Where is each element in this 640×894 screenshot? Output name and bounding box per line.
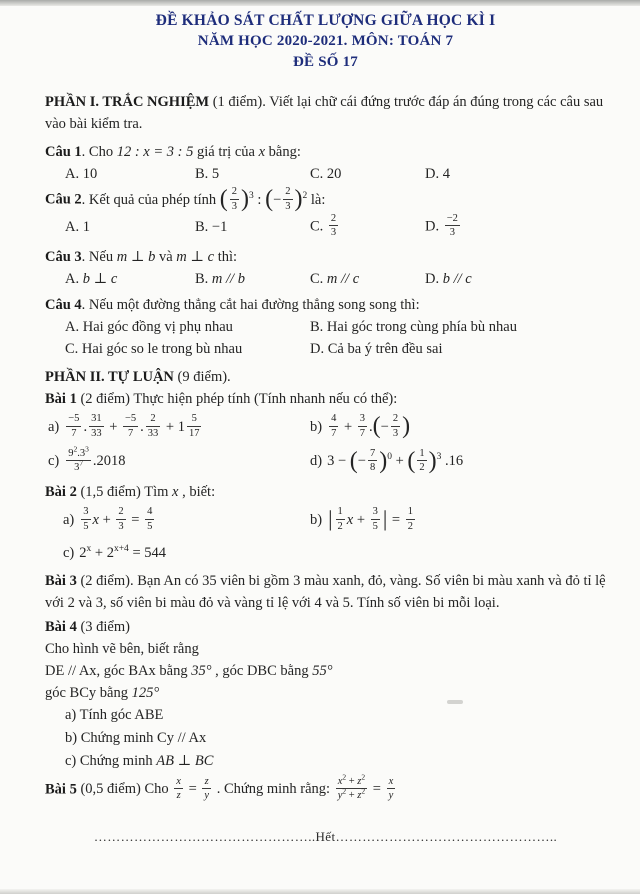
item-a-label: a) [48,418,60,435]
exercise-2-row-2 [63,538,606,568]
math-token [336,772,367,803]
question-1-option-b: B. 5 [195,166,220,182]
math-token: 3 [85,444,89,453]
math-token [391,413,400,440]
math-token: 7 [71,427,77,439]
math-token [66,413,81,440]
math-token: = [127,511,144,528]
math-token: 7 [359,427,366,439]
math-token: y [204,790,210,802]
math-token: x+4 [113,543,129,554]
question-1-option-d: D. 4 [425,166,450,182]
math-token: − [273,191,282,208]
question-4-option-c: C. Hai góc so le trong bù nhau [65,341,243,357]
math-token [329,413,338,440]
exercise-3-text: (2 điểm). Bạn An có 35 viên bi gồm 3 màu xanh, đỏ, vàng. Số viên bi màu xanh và đỏ tỉ lệ với 2 và 3, số viên bi màu đỏ và vàng tỉ lệ với 4 và 5. Tính số viên bi mỗi loại. [45,572,606,611]
math-token: AB ⊥ BC [156,752,214,769]
exercise-4-item-c [65,750,606,773]
math-token: : [253,191,266,208]
math-token: . Nếu [81,249,117,265]
exam-title: ĐỀ KHẢO SÁT CHẤT LƯỢNG GIỮA HỌC KÌ I [155,12,496,29]
math-token: x [92,511,99,528]
math-token: . Kết quả của phép tính [81,191,220,208]
math-token: 7 [369,447,376,459]
math-token: 3 [231,200,238,212]
math-token: .3 [77,447,86,459]
math-token: 2 [337,520,343,532]
math-token: , góc DBC bằng [211,662,313,679]
math-token [445,213,460,240]
math-token: 3 [118,520,124,532]
part1-instructions: (1 điểm). Viết lại chữ cái đứng trước đáp án đúng trong các câu sau vào bài kiểm tra. [45,94,604,132]
math-token: 2 [361,786,366,796]
exercise-1-row-2 [48,445,606,480]
math-token: D. [425,271,443,287]
math-token: 7 [331,427,337,439]
math-token [406,506,415,533]
math-token: 3 − [327,453,350,470]
math-token: − [357,453,366,470]
question-2-text: . Kết quả của phép tính ( $\frac{2}{3}$ )$^3$ : (− $\frac{2}{3}$ )$^2$ là: [81,186,326,213]
math-token [81,506,90,533]
math-token: 5 [372,520,378,532]
math-token: x [346,511,354,528]
math-token: 3 [449,227,455,239]
item-b-expression: $\frac{4}{7}$ + $\frac{3}{7}$ .(− $\frac{2}{3}$ ) [331,413,411,440]
math-token [187,413,202,440]
exercise-4-item-a: a) Tính góc ABE [65,706,164,723]
exercise-1 [45,388,606,410]
math-token: 55° [312,662,333,679]
exercise-3 [45,570,606,614]
math-token: 12 : x = 3 : 5 [116,144,194,160]
math-token: + [340,418,356,435]
math-token: z [357,775,362,787]
question-4-option-b: B. Hai góc trong cùng phía bù nhau [310,319,517,335]
math-token: C. [310,271,327,287]
math-token [123,413,138,440]
math-token: DE // Ax, góc BAx bằng [45,662,192,679]
math-token: 2 [150,413,156,424]
math-token [417,448,426,475]
math-token: D. [425,218,443,235]
item-d-label: d) [310,453,323,470]
math-token: + 1 [162,418,185,435]
math-token: z [357,790,362,802]
exercise-4-line-1: Cho hình vẽ bên, biết rằng [45,640,199,657]
exercise-1-item-a [48,410,310,445]
math-token: 2 [419,462,425,474]
math-token: x [337,775,343,787]
math-token: B. −1 [195,218,228,235]
scan-artifact [447,700,463,704]
math-token: và [155,249,177,265]
math-token [116,506,125,533]
math-token: x [172,484,179,500]
math-token: (1,5 điểm) Tìm [76,484,173,500]
question-3 [45,246,606,268]
math-token: . Cho [81,144,117,160]
math-token: 7 [127,427,134,439]
item-a-expression [79,506,156,532]
math-token: 3 [83,506,89,517]
math-token [336,506,345,533]
end-marker: …………………………………………..Hết………………………………………….. [93,829,558,844]
math-token: z [176,790,181,802]
math-token: 1 [407,506,413,517]
math-token: 9 [68,447,74,459]
exercise-2-item-b [310,503,606,538]
math-token: 2 [118,506,124,517]
math-token: B. [195,271,212,287]
math-token [174,776,183,803]
item-c-label: c) [48,453,60,470]
exercise-2-item-a [63,503,310,538]
exercise-2-item-c [63,538,310,568]
math-token: m ⊥ c [176,249,215,265]
math-token: 33 [91,427,102,439]
question-1-text [82,144,301,160]
question-3-options [65,268,606,290]
math-token: 2 [342,772,347,781]
item-c-expression [79,545,166,561]
item-a-label: a) [63,511,75,528]
math-token: (0,5 điểm) Cho [76,781,173,798]
exercise-4-line-2 [45,660,606,682]
question-2-option-c [310,214,425,241]
math-token: + [346,790,358,802]
item-d-expression: 3 − (− $\frac{7}{8}$ )$^0$ + ( $\frac{1}{2}$ )$^3$ .16 [327,447,464,474]
exercise-5-label: Bài 5 [45,781,77,798]
math-token [358,413,367,440]
part1-title: PHẦN I. TRẮC NGHIỆM [45,94,210,110]
math-token: m // c [326,271,360,287]
part2-heading [45,366,606,388]
math-token: 3 [74,462,80,474]
question-1-option-a: A. 10 [65,166,98,182]
question-3-option-d [425,268,606,290]
math-token [368,448,377,475]
math-token: x [388,775,394,787]
math-token: = 544 [128,544,166,561]
question-4-options [65,316,606,360]
scan-edge-bottom [0,889,640,894]
math-token: 4 [331,413,337,424]
question-2-options [65,214,606,241]
exercise-1-row-1 [48,410,606,445]
math-token: + [353,511,369,528]
exam-subtitle: NĂM HỌC 2020-2021. MÔN: TOÁN 7 [197,33,454,49]
math-token: 31 [91,413,102,424]
part2-title: PHẦN II. TỰ LUẬN [45,369,174,385]
exercise-2-label: Bài 2 [45,484,77,500]
item-c-label: c) [63,544,75,561]
math-token: 8 [369,462,376,474]
question-1 [45,141,606,163]
exercise-1-item-b [310,410,606,445]
exam-number: ĐỀ SỐ 17 [293,54,358,70]
question-1-options [65,163,606,185]
math-token: 2 [285,186,291,197]
math-token: x [258,144,266,160]
math-token [89,413,104,440]
math-token: , biết: [178,484,216,500]
math-token: + [346,775,358,787]
exercise-5 [45,772,606,804]
math-token: x [86,543,92,554]
math-token [329,213,338,240]
math-token: 3 [392,427,399,439]
math-token: 2 [79,544,87,561]
math-token: 3 [330,227,337,239]
math-token: 1 [419,447,425,459]
question-2-option-a [65,216,195,238]
math-token: 2 [342,786,347,796]
question-2 [45,187,606,214]
math-token: − [380,418,389,435]
math-token: 125° [131,684,160,701]
math-token: = [388,511,404,528]
math-token [387,776,396,803]
question-3-option-b [195,268,310,290]
math-token: . [140,418,144,435]
exercise-2-text [77,484,215,500]
math-token: c) Chứng minh [65,752,157,769]
question-4-label: Câu 4 [45,297,82,313]
exam-header [45,10,606,73]
math-token: + 2 [91,544,114,561]
math-token [145,506,154,533]
math-token: 2 [330,212,337,224]
exercise-4-item-b: b) Chứng minh Cy // Ax [65,729,207,746]
math-token: + [98,511,115,528]
question-4-option-a: A. Hai góc đồng vị phụ nhau [65,319,233,335]
math-token: thì: [214,249,238,265]
math-token: .2018 [92,453,126,470]
math-token: bằng: [265,144,301,160]
math-token: 3 [436,452,442,463]
math-token: −5 [68,413,80,424]
exercise-1-label: Bài 1 [45,391,77,407]
math-token: góc BCy bằng [45,684,132,701]
math-token: . [83,418,88,435]
math-token: 0 [387,452,392,463]
math-token: 3 [249,190,254,201]
item-b-label: b) [310,511,323,528]
item-b-expression: | $\frac{1}{2}$ x + $\frac{3}{5}$ | = $\frac{1}{2}$ [328,506,413,532]
math-token: x [176,775,181,787]
math-token: 2 [231,186,238,197]
math-token: y [337,790,343,802]
math-token: là: [307,191,326,208]
question-2-label: Câu 2 [45,191,82,208]
exercise-1-item-d [310,445,606,480]
exercise-5-text [76,772,397,802]
math-token: 5 [83,520,89,532]
question-2-option-b [195,216,310,238]
math-token: 2 [407,520,413,532]
item-b-label: b) [310,418,323,435]
exercise-4-line-3 [45,682,606,704]
math-token: A. [65,271,83,287]
exercise-2-row-1 [63,503,606,538]
math-token: + [105,418,121,435]
math-token: 3 [285,200,291,212]
math-token: .16 [441,453,464,470]
question-3-text [82,249,237,265]
math-token [230,186,239,213]
math-token: . [369,418,373,435]
math-token: 17 [188,427,200,439]
exercise-4-points: (3 điểm) [76,618,130,635]
item-a-expression [64,413,203,439]
math-token: 2 [361,772,366,781]
question-3-option-c [310,268,425,290]
question-1-label: Câu 1 [45,144,82,160]
question-3-option-a [65,268,195,290]
question-4 [45,294,606,316]
question-3-label: Câu 3 [45,249,82,265]
math-token: m ⊥ b [116,249,156,265]
math-token: 4 [147,506,153,517]
math-token: 2 [73,444,78,453]
math-token: 33 [147,427,159,439]
math-token: 35° [191,662,212,679]
math-token: z [204,775,209,787]
math-token: b // c [442,271,472,287]
math-token: 1 [337,506,343,517]
math-token: 3 [372,506,378,517]
exercise-4-label: Bài 4 [45,618,77,635]
question-4-text: . Nếu một đường thẳng cắt hai đường thẳng song song thì: [81,297,420,313]
math-token: . Chứng minh rằng: [213,781,334,798]
math-token: = [184,781,201,798]
math-token [371,506,380,533]
math-token: C. [310,218,327,235]
math-token: 5 [191,413,197,424]
math-token: b ⊥ c [82,271,118,287]
math-token: 2 [392,413,399,424]
math-token: A. 1 [65,218,90,235]
math-token [283,186,292,213]
math-token: 3 [359,413,366,424]
question-1-option-c: C. 20 [310,166,342,182]
part1-heading [45,91,606,135]
part2-points: (9 điểm). [173,369,231,385]
scan-edge-top [0,0,640,6]
math-token [146,413,161,440]
math-token: 2 [302,190,308,201]
math-token: = [369,781,385,798]
math-token: + [391,453,408,470]
math-token: −5 [125,413,137,424]
exercise-4 [45,616,606,638]
item-c-expression [64,444,126,474]
question-2-option-d [425,214,606,241]
exercise-3-label: Bài 3 [45,572,77,589]
math-token [202,776,211,803]
math-token: giá trị của [193,144,259,160]
exercise-1-text: (2 điểm) Thực hiện phép tính (Tính nhanh nếu có thể): [76,391,398,407]
math-token: y [388,790,394,802]
math-token [66,444,91,475]
math-token: 7 [79,458,84,468]
math-token: 5 [147,520,153,532]
math-token: −2 [446,212,458,224]
math-token: m // b [211,271,245,287]
exercise-1-item-c [48,445,310,480]
question-4-option-d: D. Cả ba ý trên đều sai [310,341,443,357]
exercise-2 [45,481,606,503]
